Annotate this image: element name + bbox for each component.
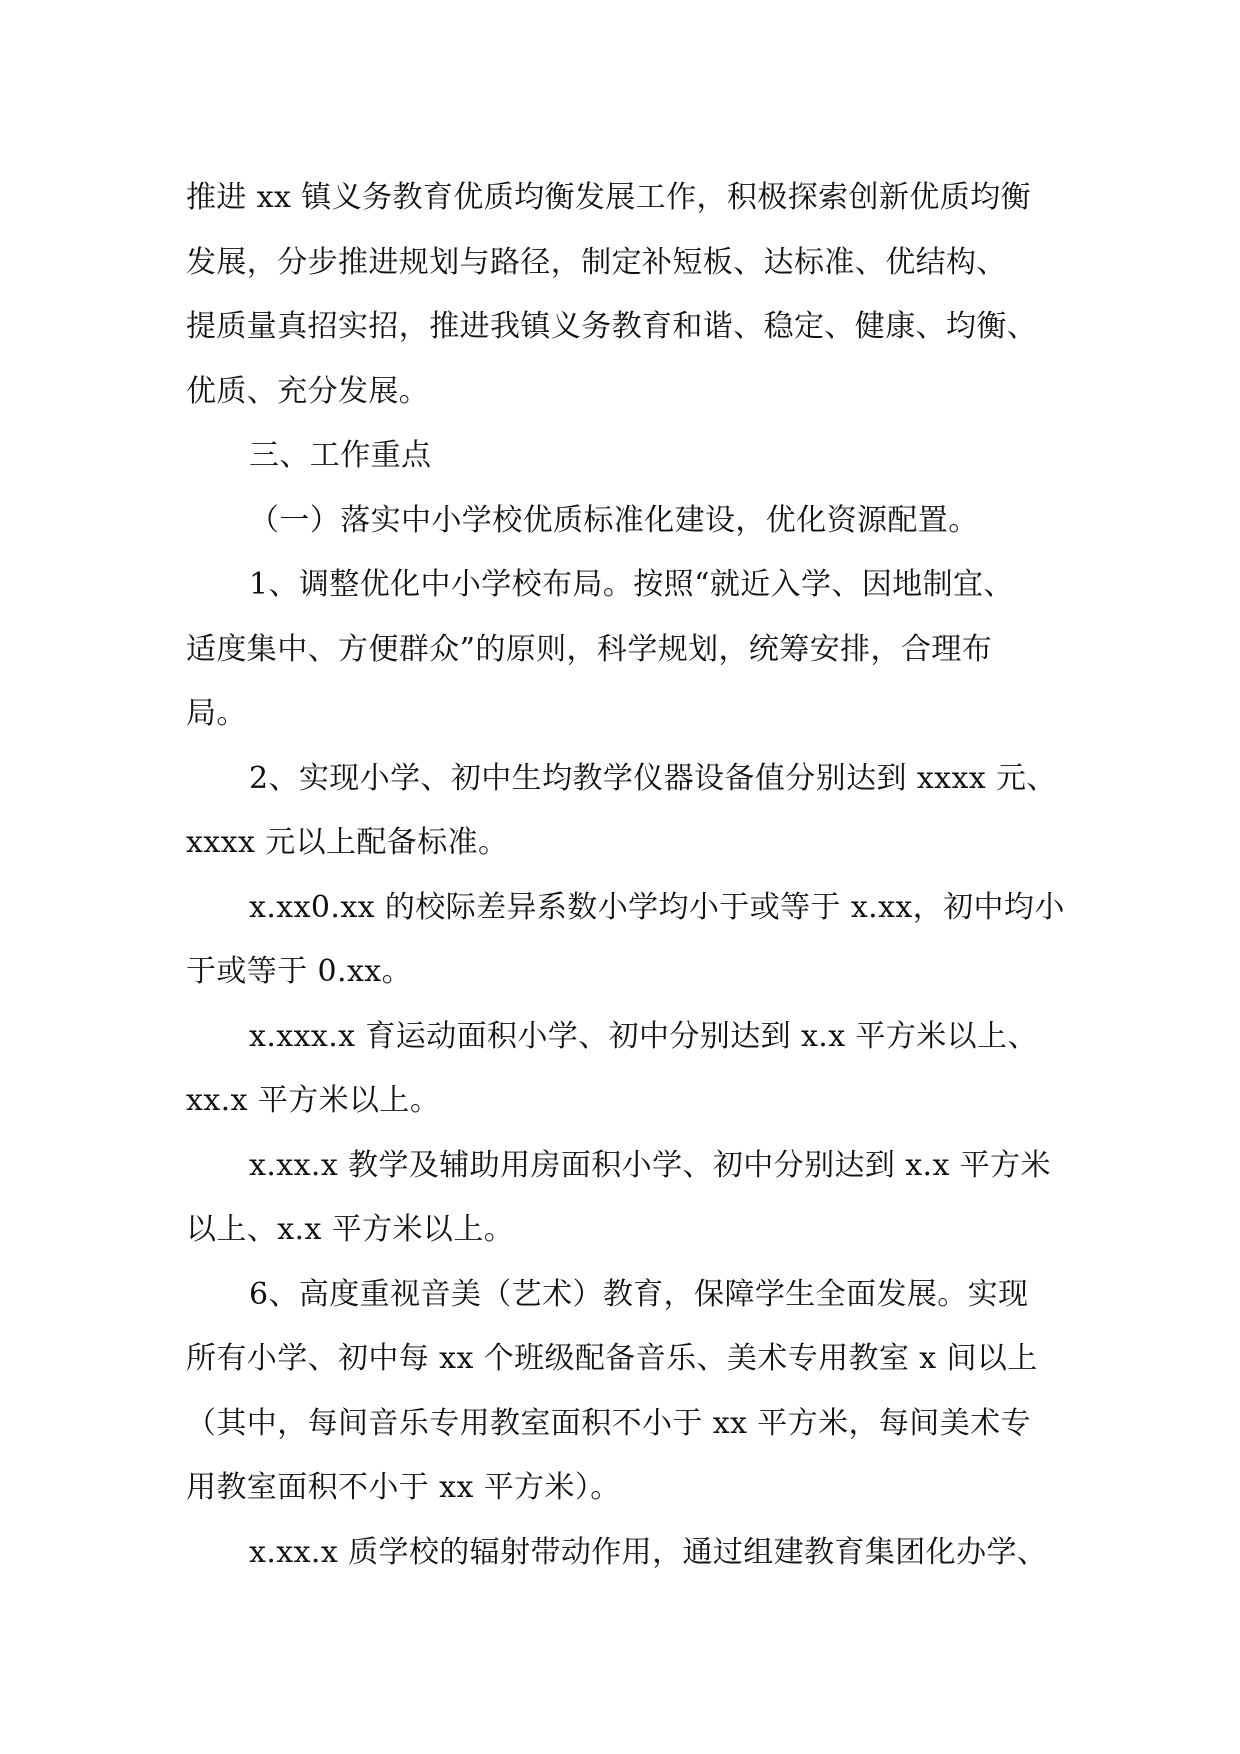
text-line: 2、实现小学、初中生均教学仪器设备值分别达到 xxxx 元、 bbox=[249, 760, 1057, 796]
text-line: 1、调整优化中小学校布局。按照“就近入学、因地制宜、 bbox=[249, 567, 1014, 602]
text-line: 适度集中、方便群众”的原则，科学规划，统筹安排，合理布 bbox=[186, 631, 993, 667]
text-line: xx.x 平方米以上。 bbox=[186, 1083, 441, 1118]
text-line: x.xx.x 教学及辅助用房面积小学、初中分别达到 x.x 平方米 bbox=[249, 1147, 1051, 1183]
text-line: 6、高度重视音美（艺术）教育，保障学生全面发展。实现 bbox=[249, 1276, 1029, 1312]
document-body bbox=[186, 166, 1076, 1585]
text-line: 发展，分步推进规划与路径，制定补短板、达标准、优结构、 bbox=[186, 244, 1007, 280]
section-heading: 三、工作重点 bbox=[249, 438, 432, 473]
text-line: 所有小学、初中每 xx 个班级配备音乐、美术专用教室 x 间以上 bbox=[186, 1341, 1038, 1376]
subsection-heading: （一）落实中小学校优质标准化建设，优化资源配置。 bbox=[249, 502, 979, 538]
text-line: x.xx0.xx 的校际差异系数小学均小于或等于 x.xx，初中均小 bbox=[249, 889, 1065, 925]
text-line: 于或等于 0.xx。 bbox=[186, 954, 412, 989]
text-line: （其中，每间音乐专用教室面积不小于 xx 平方米，每间美术专 bbox=[186, 1405, 1031, 1441]
text-line: xxxx 元以上配备标准。 bbox=[186, 825, 509, 860]
text-line: 优质、充分发展。 bbox=[186, 373, 430, 409]
text-line: 局。 bbox=[186, 696, 247, 731]
text-line: 推进 xx 镇义务教育优质均衡发展工作，积极探索创新优质均衡 bbox=[186, 180, 1031, 215]
text-line: x.xxx.x 育运动面积小学、初中分别达到 x.x 平方米以上、 bbox=[249, 1018, 1038, 1054]
text-line: 用教室面积不小于 xx 平方米）。 bbox=[186, 1470, 621, 1505]
text-line: x.xx.x 质学校的辐射带动作用，通过组建教育集团化办学、 bbox=[249, 1534, 1048, 1570]
text-line: 提质量真招实招，推进我镇义务教育和谐、稳定、健康、均衡、 bbox=[186, 309, 1038, 344]
text-line: 以上、x.x 平方米以上。 bbox=[186, 1212, 515, 1247]
